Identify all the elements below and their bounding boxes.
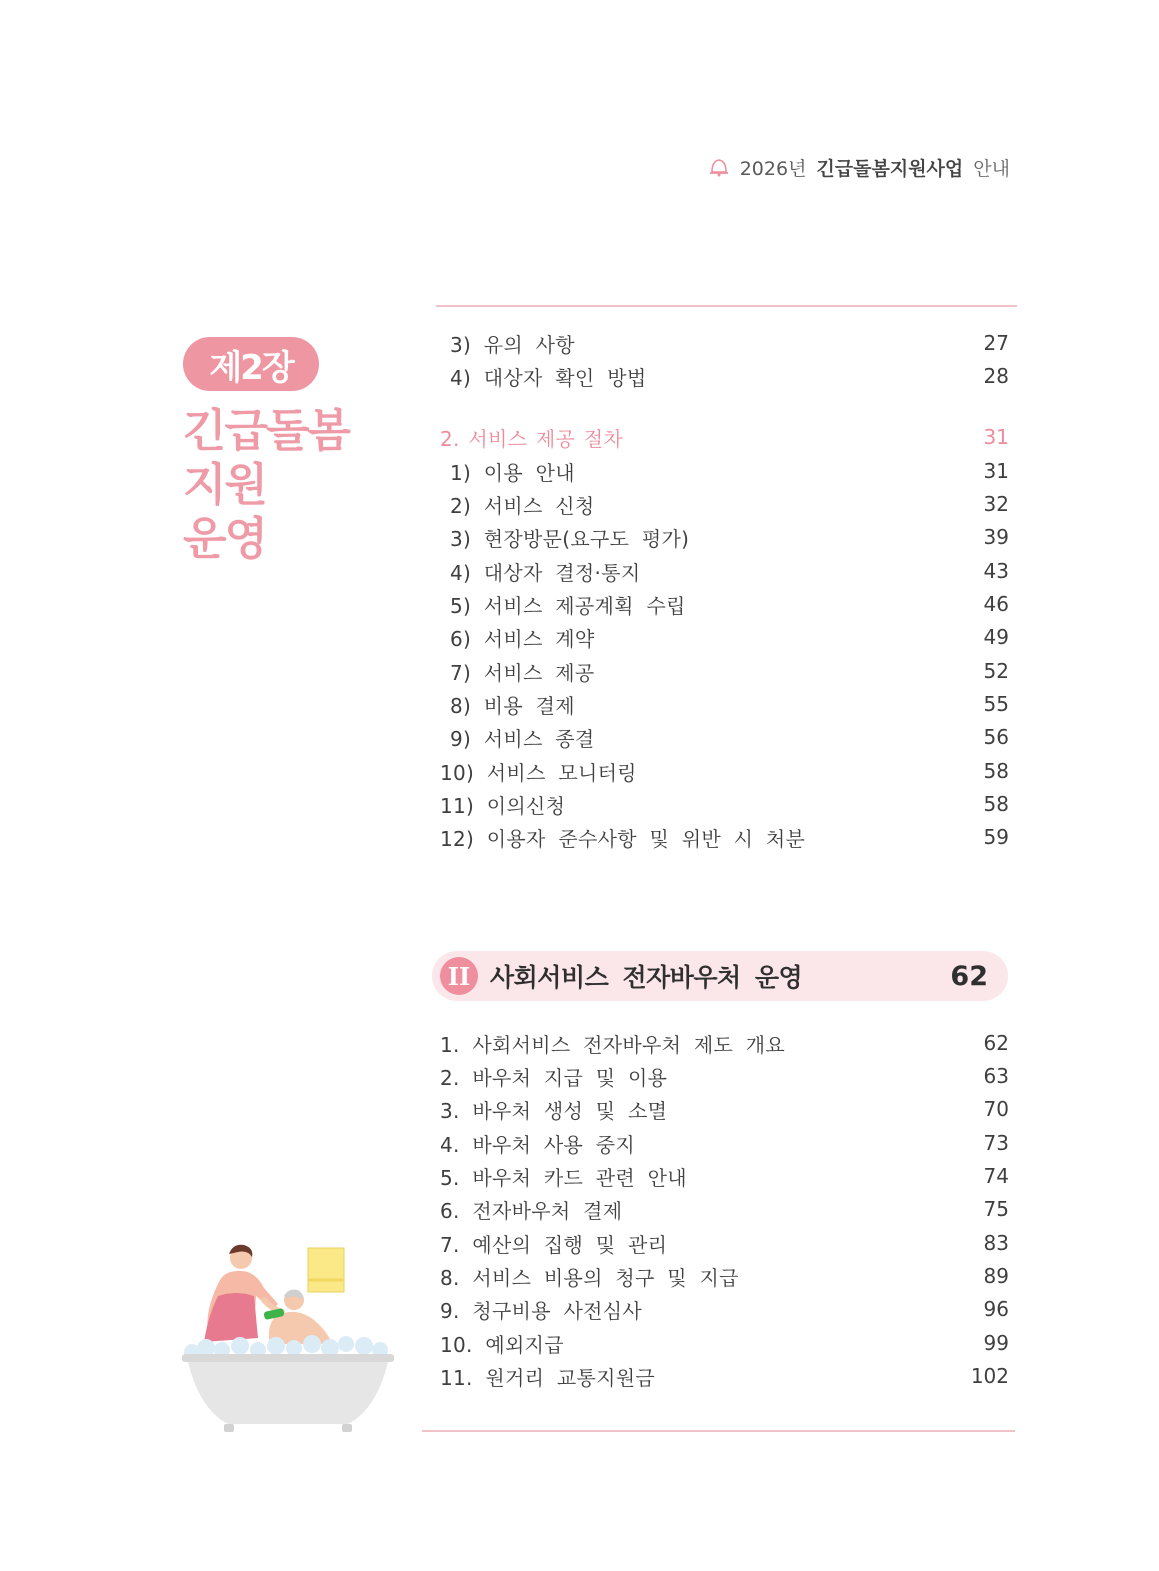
toc-entry[interactable] bbox=[440, 1361, 1009, 1391]
toc-entry[interactable] bbox=[440, 1028, 1009, 1058]
toc-entry-page: 31 bbox=[983, 425, 1009, 449]
toc-entry-page: 89 bbox=[983, 1264, 1009, 1288]
toc-entry[interactable] bbox=[440, 589, 1009, 619]
toc-entry-page: 99 bbox=[983, 1331, 1009, 1355]
toc-entry-title: 8) 비용 결제 bbox=[450, 693, 575, 718]
toc-entry-title: 4) 대상자 확인 방법 bbox=[450, 365, 647, 390]
header-title: 긴급돌봄지원사업 bbox=[816, 157, 964, 180]
header-year: 2026년 bbox=[739, 157, 807, 180]
toc-entry-title: 8. 서비스 비용의 청구 및 지급 bbox=[440, 1265, 739, 1290]
toc-entry-page: 59 bbox=[983, 825, 1009, 849]
chapter-title-line: 지원 bbox=[183, 458, 266, 511]
toc-entry[interactable] bbox=[440, 1261, 1009, 1291]
header-suffix: 안내 bbox=[973, 157, 1010, 180]
toc-entry-title: 6) 서비스 계약 bbox=[450, 626, 595, 651]
toc-entry-page: 28 bbox=[983, 364, 1009, 388]
toc-entry[interactable] bbox=[440, 622, 1009, 652]
chapter-label: 제2장 bbox=[183, 337, 319, 391]
toc-entry[interactable] bbox=[440, 1328, 1009, 1358]
toc-entry-page: 52 bbox=[983, 659, 1009, 683]
toc-entry-page: 43 bbox=[983, 559, 1009, 583]
toc-entry-page: 31 bbox=[983, 459, 1009, 483]
toc-entry[interactable] bbox=[440, 656, 1009, 686]
toc-entry-title: 11. 원거리 교통지원금 bbox=[440, 1365, 655, 1390]
toc-entry-title: 3) 유의 사항 bbox=[450, 332, 575, 357]
toc-entry-page: 39 bbox=[983, 525, 1009, 549]
divider-bottom bbox=[422, 1430, 1015, 1432]
toc-entry-page: 58 bbox=[983, 792, 1009, 816]
toc-entry-title: 7. 예산의 집행 및 관리 bbox=[440, 1232, 668, 1257]
toc-entry[interactable] bbox=[440, 328, 1009, 358]
toc-entry-page: 63 bbox=[983, 1064, 1009, 1088]
toc-entry-title: 7) 서비스 제공 bbox=[450, 660, 595, 685]
section-title: 사회서비스 전자바우처 운영 bbox=[490, 963, 803, 992]
toc-entry[interactable] bbox=[440, 1294, 1009, 1324]
toc-entry[interactable] bbox=[440, 722, 1009, 752]
chapter-title-line: 운영 bbox=[183, 512, 266, 565]
toc-entry[interactable] bbox=[440, 1228, 1009, 1258]
toc-entry-title: 5. 바우처 카드 관련 안내 bbox=[440, 1165, 687, 1190]
toc-entry-title: 9) 서비스 종결 bbox=[450, 726, 595, 751]
toc-entry-title: 3) 현장방문(요구도 평가) bbox=[450, 526, 690, 551]
section-numeral: II bbox=[440, 957, 478, 995]
toc-entry[interactable] bbox=[440, 1094, 1009, 1124]
divider-top bbox=[436, 305, 1017, 307]
toc-entry-page: 102 bbox=[970, 1364, 1009, 1388]
toc-entry-title: 2. 서비스 제공 절차 bbox=[440, 426, 623, 451]
toc-entry[interactable] bbox=[440, 556, 1009, 586]
toc-entry-title: 10. 예외지급 bbox=[440, 1332, 564, 1357]
toc-entry-page: 75 bbox=[983, 1197, 1009, 1221]
toc-entry-title: 2) 서비스 신청 bbox=[450, 493, 595, 518]
bell-icon bbox=[708, 157, 730, 177]
toc-entry-title: 4) 대상자 결정·통지 bbox=[450, 560, 641, 585]
toc-entry-title: 9. 청구비용 사전심사 bbox=[440, 1298, 642, 1323]
toc-entry-title: 12) 이용자 준수사항 및 위반 시 처분 bbox=[440, 826, 806, 851]
toc-entry[interactable] bbox=[440, 1161, 1009, 1191]
toc-entry[interactable] bbox=[440, 1128, 1009, 1158]
bathing-care-illustration bbox=[178, 1240, 398, 1435]
toc-entry-title: 11) 이의신청 bbox=[440, 793, 566, 818]
toc-entry[interactable] bbox=[440, 361, 1009, 391]
toc-entry-page: 58 bbox=[983, 759, 1009, 783]
toc-entry-title: 10) 서비스 모니터링 bbox=[440, 760, 637, 785]
toc-entry[interactable] bbox=[440, 1194, 1009, 1224]
toc-entry-page: 70 bbox=[983, 1097, 1009, 1121]
toc-entry-page: 62 bbox=[983, 1031, 1009, 1055]
toc-entry-page: 74 bbox=[983, 1164, 1009, 1188]
chapter-title-line: 긴급돌봄 bbox=[183, 404, 349, 457]
toc-entry[interactable] bbox=[440, 689, 1009, 719]
toc-entry[interactable] bbox=[440, 1061, 1009, 1091]
toc-heading[interactable] bbox=[440, 422, 1009, 452]
toc-entry-page: 55 bbox=[983, 692, 1009, 716]
toc-entry-title: 1) 이용 안내 bbox=[450, 460, 575, 485]
toc-entry-page: 27 bbox=[983, 331, 1009, 355]
toc-entry-page: 32 bbox=[983, 492, 1009, 516]
toc-entry-title: 3. 바우처 생성 및 소멸 bbox=[440, 1098, 668, 1123]
running-header bbox=[708, 152, 1010, 182]
toc-entry[interactable] bbox=[440, 522, 1009, 552]
toc-entry-title: 5) 서비스 제공계획 수립 bbox=[450, 593, 686, 618]
toc-entry-title: 1. 사회서비스 전자바우처 제도 개요 bbox=[440, 1032, 785, 1057]
toc-entry-title: 6. 전자바우처 결제 bbox=[440, 1198, 623, 1223]
toc-entry[interactable] bbox=[440, 756, 1009, 786]
toc-entry[interactable] bbox=[440, 456, 1009, 486]
section-header[interactable] bbox=[432, 951, 1008, 1001]
chapter-title bbox=[183, 404, 383, 566]
toc-entry-title: 2. 바우처 지급 및 이용 bbox=[440, 1065, 668, 1090]
toc-entry-title: 4. 바우처 사용 중지 bbox=[440, 1132, 635, 1157]
toc-entry[interactable] bbox=[440, 789, 1009, 819]
toc-entry-page: 96 bbox=[983, 1297, 1009, 1321]
toc-entry[interactable] bbox=[440, 489, 1009, 519]
toc-entry-page: 56 bbox=[983, 725, 1009, 749]
toc-entry-page: 83 bbox=[983, 1231, 1009, 1255]
section-page: 62 bbox=[950, 960, 988, 992]
toc-entry-page: 46 bbox=[983, 592, 1009, 616]
toc-entry-page: 73 bbox=[983, 1131, 1009, 1155]
toc-entry-page: 49 bbox=[983, 625, 1009, 649]
toc-entry[interactable] bbox=[440, 822, 1009, 852]
